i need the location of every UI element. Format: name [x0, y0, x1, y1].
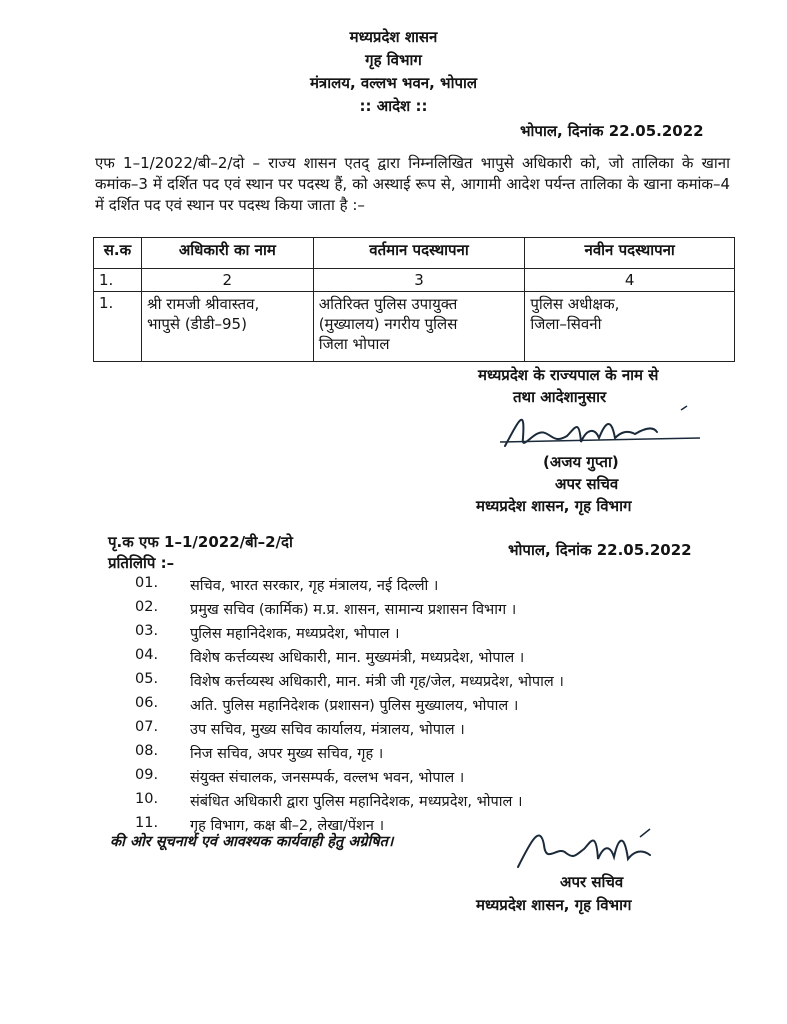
signatory-department: मध्यप्रदेश शासन, गृह विभाग: [476, 497, 632, 515]
forwarding-note: की ओर सूचनार्थ एवं आवश्यक कार्यवाही हेतु अग्रेषित।: [110, 834, 394, 850]
list-item-number: 03.: [135, 623, 159, 639]
list-item-number: 11.: [135, 815, 159, 831]
table-row: [94, 292, 735, 362]
column-header-new-posting: नवीन पदस्थापना: [525, 238, 735, 269]
header-department: गृह विभाग: [365, 51, 422, 69]
list-item-number: 06.: [135, 695, 159, 711]
list-item-text: पुलिस महानिदेशक, मध्यप्रदेश, भोपाल ।: [190, 626, 400, 642]
table-cell-serial: 1.: [94, 292, 142, 362]
current-posting-line: जिला भोपाल: [318, 335, 390, 353]
copy-signatory-department: मध्यप्रदेश शासन, गृह विभाग: [476, 896, 632, 914]
list-item-number: 09.: [135, 767, 159, 783]
table-cell: 1.: [94, 269, 142, 292]
signatory-name: (अजय गुप्ता): [543, 453, 619, 471]
copy-label: प्रतिलिपि :–: [108, 554, 175, 572]
officer-name-line: श्री रामजी श्रीवास्तव,: [146, 295, 260, 313]
header-state-government: मध्यप्रदेश शासन: [349, 28, 438, 46]
column-header-officer-name: अधिकारी का नाम: [141, 238, 313, 269]
list-item-number: 01.: [135, 575, 159, 591]
posting-table: [93, 237, 735, 362]
column-header-current-posting: वर्तमान पदस्थापना: [313, 238, 525, 269]
list-item-text: प्रमुख सचिव (कार्मिक) म.प्र. शासन, सामान्य प्रशासन विभाग ।: [190, 602, 517, 618]
governor-authority-line: मध्यप्रदेश के राज्यपाल के नाम से: [478, 366, 659, 384]
table-number-row: [94, 269, 735, 292]
governor-order-line: तथा आदेशानुसार: [513, 388, 607, 406]
table-header-row: [94, 238, 735, 269]
current-posting-line: अतिरिक्त पुलिस उपायुक्त: [318, 295, 458, 313]
copy-date: भोपाल, दिनांक 22.05.2022: [508, 541, 692, 559]
list-item-text: विशेष कर्त्तव्यस्थ अधिकारी, मान. मंत्री जी गृह/जेल, मध्यप्रदेश, भोपाल ।: [190, 674, 564, 690]
table-cell-officer-name: [141, 292, 313, 362]
column-header-serial: स.क: [94, 238, 142, 269]
table-cell-current-posting: [313, 292, 525, 362]
new-posting-line: जिला–सिवनी: [530, 315, 602, 333]
list-item-number: 04.: [135, 647, 159, 663]
current-posting-line: (मुख्यालय) नगरीय पुलिस: [318, 315, 458, 333]
order-date: भोपाल, दिनांक 22.05.2022: [520, 122, 704, 140]
officer-service-line: भापुसे (डीडी–95): [146, 315, 247, 333]
list-item-number: 05.: [135, 671, 159, 687]
table-cell: 3: [313, 269, 525, 292]
table-cell: 4: [525, 269, 735, 292]
list-item-text: सचिव, भारत सरकार, गृह मंत्रालय, नई दिल्ली ।: [190, 578, 439, 594]
new-posting-line: पुलिस अधीक्षक,: [530, 295, 620, 313]
list-item-number: 10.: [135, 791, 159, 807]
header-address: मंत्रालय, वल्लभ भवन, भोपाल: [309, 74, 478, 92]
order-body-paragraph: एफ 1–1/2022/बी–2/दो – राज्य शासन एतद् द्वारा निम्नलिखित भापुसे अधिकारी को, जो तालिका के खाना कमांक–3 में दर्शित पद एवं स्थान पर पदस्थ हैं, को अस्थाई रूप से, आगामी आदेश पर्यन्त तालिका के खाना कमांक–4 में दर्शित पद एवं स्थान पर पदस्थ किया जाता है :–: [95, 154, 730, 214]
copy-signatory-designation: अपर सचिव: [560, 873, 624, 891]
list-item-text: उप सचिव, मुख्य सचिव कार्यालय, मंत्रालय, भोपाल ।: [190, 722, 465, 738]
list-item-number: 02.: [135, 599, 159, 615]
header-order-title: :: आदेश ::: [359, 97, 428, 115]
table-cell: 2: [141, 269, 313, 292]
signature-2: [510, 815, 670, 875]
copy-reference-number: पृ.क एफ 1–1/2022/बी–2/दो: [108, 533, 293, 551]
list-item-text: संयुक्त संचालक, जनसम्पर्क, वल्लभ भवन, भोपाल ।: [190, 770, 465, 786]
signature-1: [495, 398, 705, 458]
list-item-text: अति. पुलिस महानिदेशक (प्रशासन) पुलिस मुख्यालय, भोपाल ।: [190, 698, 519, 714]
list-item-text: गृह विभाग, कक्ष बी–2, लेखा/पेंशन ।: [190, 818, 385, 834]
list-item-number: 08.: [135, 743, 159, 759]
signatory-designation: अपर सचिव: [555, 475, 619, 493]
table-cell-new-posting: [525, 292, 735, 362]
list-item-text: निज सचिव, अपर मुख्य सचिव, गृह ।: [190, 746, 384, 762]
list-item-text: विशेष कर्त्तव्यस्थ अधिकारी, मान. मुख्यमंत्री, मध्यप्रदेश, भोपाल ।: [190, 650, 525, 666]
list-item-text: संबंधित अधिकारी द्वारा पुलिस महानिदेशक, मध्यप्रदेश, भोपाल ।: [190, 794, 523, 810]
list-item-number: 07.: [135, 719, 159, 735]
